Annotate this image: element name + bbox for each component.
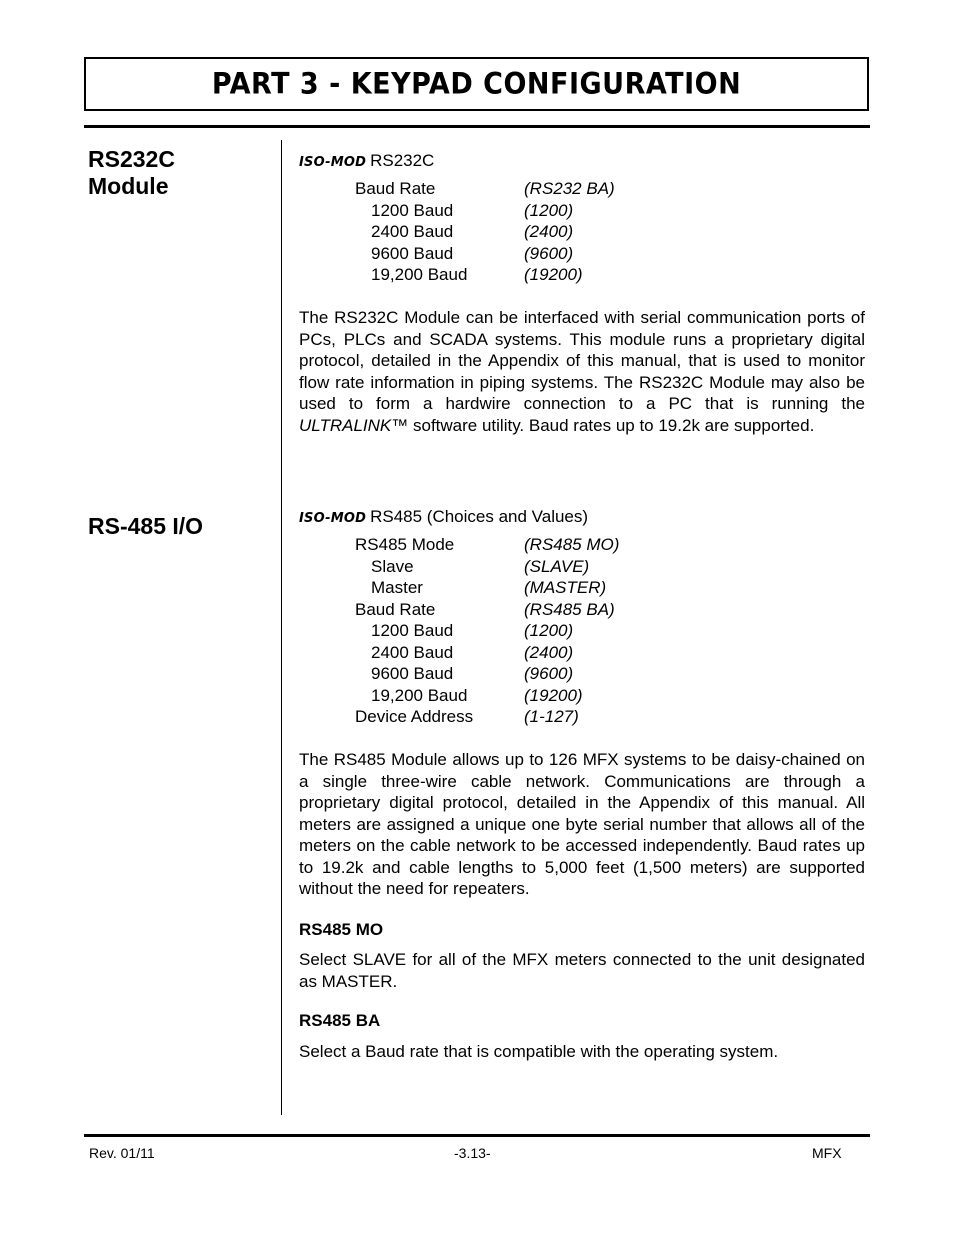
setting-code: (1200)	[524, 621, 574, 640]
setting-label: RS485 Mode	[355, 535, 455, 554]
footer-rule	[84, 1134, 870, 1137]
rs485-ba-subheading: RS485 BA	[299, 1011, 381, 1030]
footer-page-number: -3.13-	[454, 1145, 491, 1161]
rs485-mo-subheading: RS485 MO	[299, 920, 384, 939]
setting-code: (RS232 BA)	[524, 179, 615, 198]
setting-code: (1200)	[524, 200, 574, 220]
rs485-mo-description: Select SLAVE for all of the MFX meters connected to the unit designated as MASTER.	[299, 950, 865, 991]
setting-label: 1200 Baud	[371, 200, 454, 220]
setting-code: (1-127)	[524, 707, 579, 726]
setting-label: Master	[371, 578, 423, 597]
setting-label: 2400 Baud	[371, 642, 454, 662]
rs232c-section-heading	[88, 146, 175, 200]
rs232c-menu-lead	[299, 151, 434, 173]
rs232c-heading-line2: Module	[88, 173, 169, 199]
setting-label: Device Address	[355, 707, 474, 726]
setting-code: (MASTER)	[524, 578, 607, 597]
header-rule	[84, 125, 870, 128]
setting-label: 1200 Baud	[371, 621, 454, 640]
setting-label: Baud Rate	[355, 599, 436, 619]
page-title-box	[84, 57, 869, 111]
rs232c-description	[299, 307, 865, 436]
rs485-section-heading: RS-485 I/O	[88, 513, 204, 539]
setting-label: Slave	[371, 556, 414, 576]
setting-code: (19200)	[524, 265, 583, 284]
footer-product: MFX	[812, 1145, 842, 1161]
setting-label: 9600 Baud	[371, 243, 454, 263]
setting-label: 19,200 Baud	[371, 685, 468, 705]
page-title: PART 3 - KEYPAD CONFIGURATION	[211, 67, 742, 101]
footer-revision: Rev. 01/11	[89, 1145, 155, 1161]
rs485-description: The RS485 Module allows up to 126 MFX systems to be daisy-chained on a single three-wire cable network. Communications are through a proprietary digital protocol, detailed in the Appendix of this manual. All meters are assigned a unique one byte serial number that allows all of the meters on the cable network to be accessed independently. Baud rates up to 19.2k and cable lengths to 5,000 feet (1,500 meters) are supported without the need for repeaters.	[299, 750, 865, 898]
setting-code: (9600)	[524, 664, 574, 683]
setting-label: 2400 Baud	[371, 222, 454, 241]
setting-label: 19,200 Baud	[371, 265, 468, 284]
rs232c-description-part2: software utility. Baud rates up to 19.2k are supported.	[408, 415, 815, 435]
rs485-lead-text: RS485 (Choices and Values)	[370, 507, 589, 526]
setting-code: (2400)	[524, 222, 574, 241]
setting-code: (RS485 BA)	[524, 599, 615, 619]
rs485-ba-description: Select a Baud rate that is compatible with the operating system.	[299, 1042, 779, 1061]
setting-code: (2400)	[524, 642, 574, 662]
column-divider	[281, 140, 282, 1115]
rs232c-lead-text: RS232C	[370, 151, 435, 170]
rs232c-description-part1: The RS232C Module can be interfaced with serial communication ports of PCs, PLCs and SCADA systems. This module runs a proprietary digital protocol, detailed in the Appendix of this manual, that is used to monitor flow rate information in piping systems. The RS232C Module may also be used to form a hardwire connection to a PC that is running the	[299, 308, 865, 413]
ultralink-name: ULTRALINK™	[299, 415, 409, 435]
iso-mod-brand: ISO-MOD	[299, 155, 367, 170]
setting-code: (RS485 MO)	[524, 535, 620, 554]
setting-label: Baud Rate	[355, 179, 436, 198]
setting-code: (SLAVE)	[524, 556, 590, 576]
setting-code: (9600)	[524, 243, 574, 263]
rs232c-heading-line1: RS232C	[88, 146, 175, 172]
rs485-menu-lead	[299, 507, 588, 529]
setting-code: (19200)	[524, 685, 583, 705]
setting-label: 9600 Baud	[371, 664, 454, 683]
iso-mod-brand: ISO-MOD	[299, 511, 367, 526]
